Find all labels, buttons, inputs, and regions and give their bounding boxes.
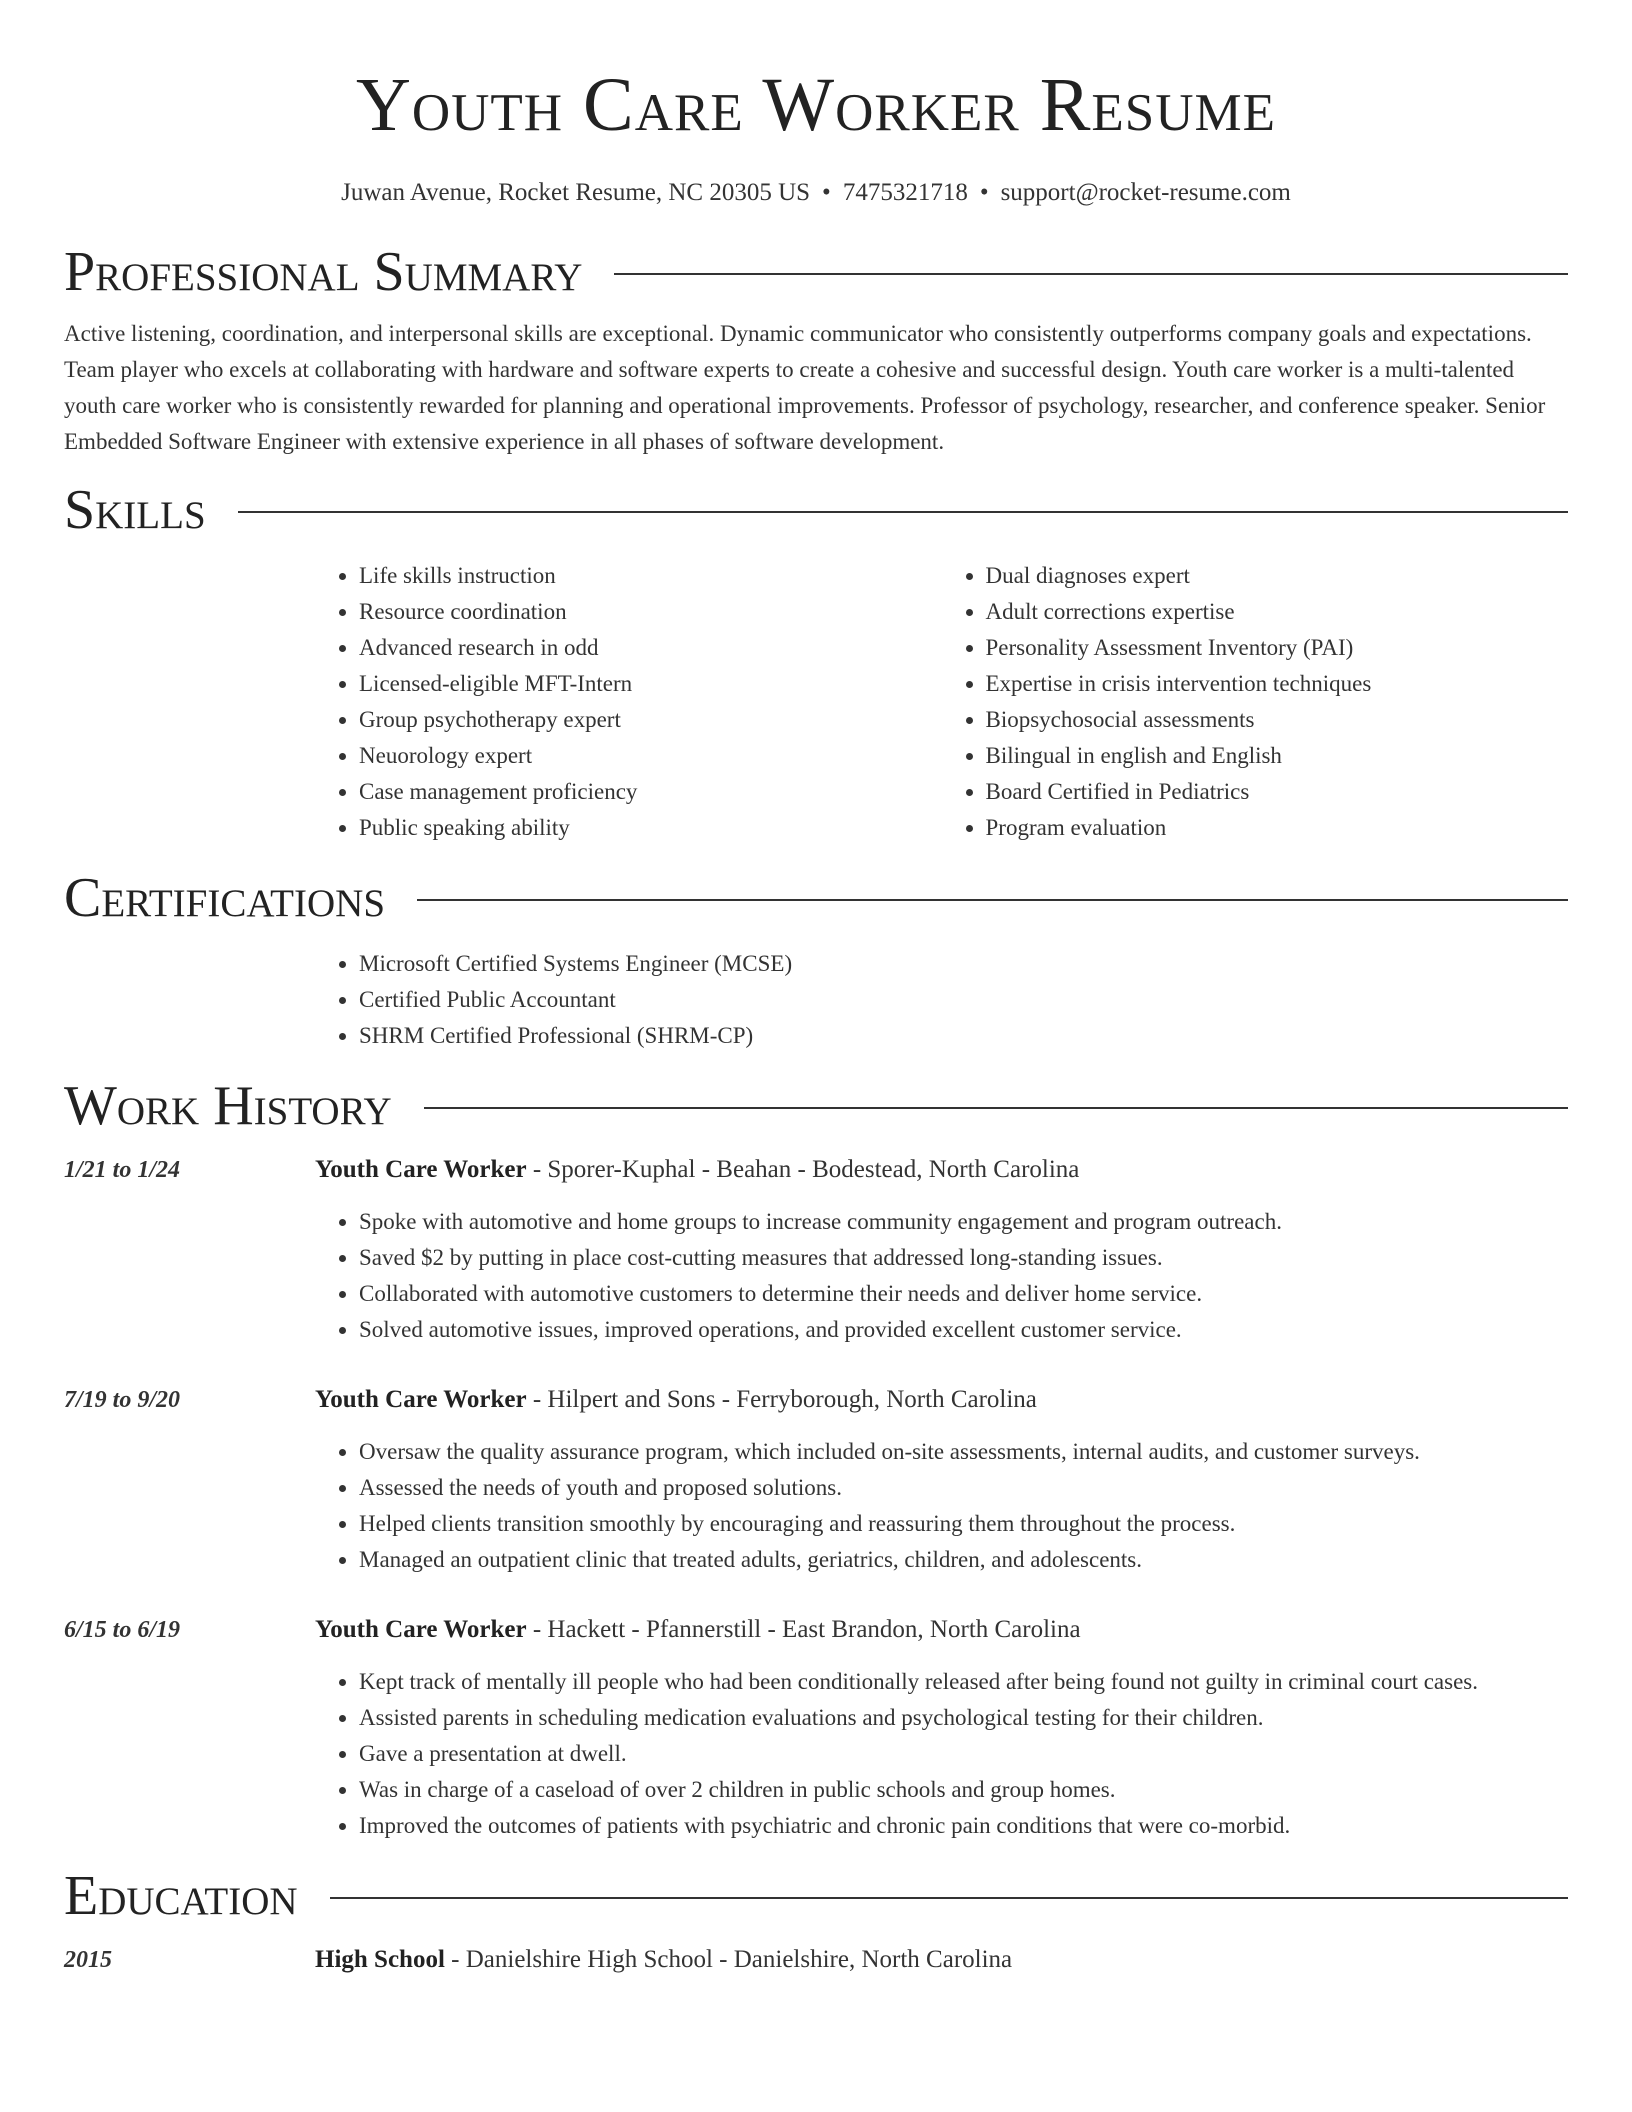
job-bullet: • Managed an outpatient clinic that treated adults, geriatrics, children, and adolescents.: [359, 1542, 1568, 1578]
job-bullet: • Assessed the needs of youth and proposed solutions.: [359, 1470, 1568, 1506]
section-divider: [614, 273, 1568, 275]
work-heading: Work History: [64, 1075, 392, 1137]
education-school: - Danielshire High School - Danielshire, North Carolina: [444, 1946, 1013, 1973]
skill-item: • Licensed-eligible MFT-Intern: [359, 666, 942, 702]
skill-item: • Adult corrections expertise: [986, 594, 1569, 630]
education-degree: High School: [315, 1946, 445, 1973]
section-divider: [238, 511, 1568, 513]
job-entry: [64, 1612, 1568, 1844]
contact-phone: 7475321718: [842, 179, 968, 206]
job-dates: 6/15 to 6/19: [64, 1617, 181, 1643]
skill-item: • Expertise in crisis intervention techniques: [986, 666, 1569, 702]
section-divider: [330, 1897, 1568, 1899]
skill-item: • Advanced research in odd: [359, 630, 942, 666]
job-bullet: • Kept track of mentally ill people who had been conditionally released after being found not guilty in criminal court cases.: [359, 1664, 1568, 1700]
skill-item: • Personality Assessment Inventory (PAI): [986, 630, 1569, 666]
job-entry: [64, 1382, 1568, 1578]
skill-item: • Board Certified in Pediatrics: [986, 774, 1569, 810]
contact-line: [64, 178, 1568, 208]
job-title: Youth Care Worker: [315, 1386, 527, 1413]
job-employer: - Sporer-Kuphal - Beahan - Bodestead, North Carolina: [526, 1156, 1080, 1183]
certifications-section-heading: [64, 868, 1568, 928]
job-title: Youth Care Worker: [315, 1616, 527, 1643]
summary-text: Active listening, coordination, and interpersonal skills are exceptional. Dynamic communicator who consistently outperforms company goals and expectations. Team player who excels at collaborating with hardware and software experts to create a cohesive and successful design. Youth care worker is a multi-talented youth care worker who is consistently rewarded for planning and operational improvements. Professor of psychology, researcher, and conference speaker. Senior Embedded Software Engineer with extensive experience in all phases of software development.: [64, 321, 1546, 454]
job-bullet: • Spoke with automotive and home groups to increase community engagement and program outreach.: [359, 1204, 1568, 1240]
job-dates: 1/21 to 1/24: [64, 1157, 181, 1183]
contact-address: Juwan Avenue, Rocket Resume, NC 20305 US: [341, 179, 811, 206]
skill-item: • Bilingual in english and English: [986, 738, 1569, 774]
section-divider: [417, 899, 1568, 901]
education-section-heading: [64, 1866, 1568, 1926]
skill-item: • Public speaking ability: [359, 810, 942, 846]
skill-item: • Neuorology expert: [359, 738, 942, 774]
section-divider: [424, 1107, 1568, 1109]
job-employer: - Hackett - Pfannerstill - East Brandon, North Carolina: [526, 1616, 1081, 1643]
education-dates: 2015: [64, 1947, 112, 1973]
job-bullet: • Improved the outcomes of patients with psychiatric and chronic pain conditions that were co-morbid.: [359, 1808, 1568, 1844]
job-bullet: • Helped clients transition smoothly by encouraging and reassuring them throughout the process.: [359, 1506, 1568, 1542]
job-bullets: [315, 1664, 1568, 1844]
skill-item: • Case management proficiency: [359, 774, 942, 810]
job-bullet: • Saved $2 by putting in place cost-cutting measures that addressed long-standing issues.: [359, 1240, 1568, 1276]
contact-email: support@rocket-resume.com: [1000, 179, 1291, 206]
education-heading: Education: [64, 1865, 298, 1927]
job-bullet: • Assisted parents in scheduling medication evaluations and psychological testing for their children.: [359, 1700, 1568, 1736]
certification-item: • Microsoft Certified Systems Engineer (MCSE): [359, 946, 1568, 982]
skill-item: • Dual diagnoses expert: [986, 558, 1569, 594]
skill-item: • Resource coordination: [359, 594, 942, 630]
certifications-list: [315, 946, 1568, 1054]
contact-separator: •: [822, 179, 831, 206]
resume-title: Youth Care Worker Resume: [355, 63, 1277, 147]
job-bullet: • Gave a presentation at dwell.: [359, 1736, 1568, 1772]
skills-left-column: [315, 558, 942, 846]
job-bullet: • Oversaw the quality assurance program, which included on-site assessments, internal audits, and customer surveys.: [359, 1434, 1568, 1470]
skill-item: • Biopsychosocial assessments: [986, 702, 1569, 738]
education-entry: [64, 1942, 1568, 1978]
job-bullet: • Solved automotive issues, improved operations, and provided excellent customer service.: [359, 1312, 1568, 1348]
job-entry: [64, 1152, 1568, 1348]
skill-item: • Group psychotherapy expert: [359, 702, 942, 738]
summary-section-heading: [64, 242, 1568, 302]
job-heading: [315, 1382, 1568, 1418]
job-dates: 7/19 to 9/20: [64, 1387, 181, 1413]
skill-item: • Life skills instruction: [359, 558, 942, 594]
certification-item: • SHRM Certified Professional (SHRM-CP): [359, 1018, 1568, 1054]
skills-list: [315, 558, 1568, 846]
skills-section-heading: [64, 480, 1568, 540]
job-title: Youth Care Worker: [315, 1156, 527, 1183]
skill-item: • Program evaluation: [986, 810, 1569, 846]
job-bullet: • Collaborated with automotive customers to determine their needs and deliver home service.: [359, 1276, 1568, 1312]
education-heading-line: [315, 1942, 1568, 1978]
skills-heading: Skills: [64, 479, 206, 541]
summary-heading: Professional Summary: [64, 241, 583, 303]
contact-separator: •: [979, 179, 989, 206]
job-heading: [315, 1612, 1568, 1648]
job-employer: - Hilpert and Sons - Ferryborough, North Carolina: [526, 1386, 1037, 1413]
job-heading: [315, 1152, 1568, 1188]
job-bullets: [315, 1434, 1568, 1578]
work-section-heading: [64, 1076, 1568, 1136]
resume-page: [64, 0, 1568, 1978]
certification-item: • Certified Public Accountant: [359, 982, 1568, 1018]
job-bullet: • Was in charge of a caseload of over 2 children in public schools and group homes.: [359, 1772, 1568, 1808]
certifications-heading: Certifications: [64, 867, 386, 929]
skills-right-column: [942, 558, 1569, 846]
job-bullets: [315, 1204, 1568, 1348]
